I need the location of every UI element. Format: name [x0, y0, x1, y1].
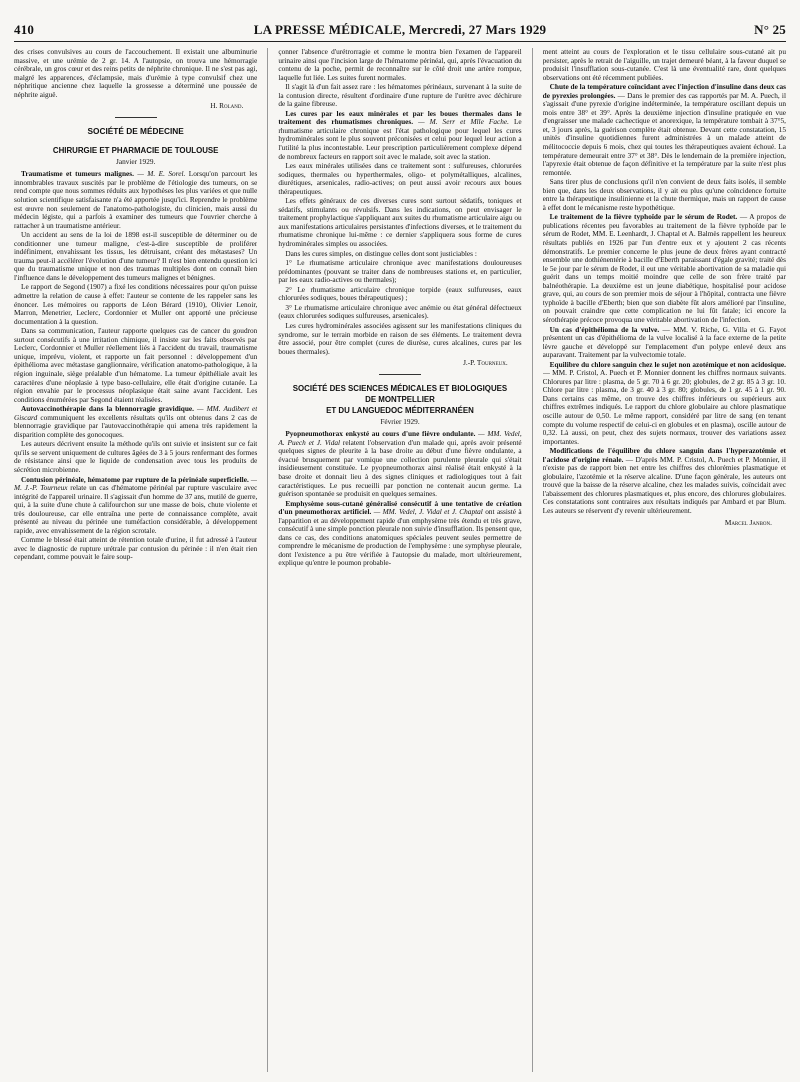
section-title: CHIRURGIE ET PHARMACIE DE TOULOUSE [52, 145, 219, 155]
paragraph: Il s'agit là d'un fait assez rare : les hématomes périnéaux, survenant à la suite de la contusion directe, résultent d'ordinaire d'une rupture de l'urètre avec déchirure de la gaine fibreuse. [278, 82, 522, 109]
paragraph: — A propos de publications récentes peu favorables au traitement de la fièvre typhoïde par le sérum de Rodet, MM. E. Leenhardt, J. Chaptal et A. Balmès rappellent les heureux résultats publiés en 1926 par l'un d'entre eux et y ajoutent 2 cas récents démonstratifs. Le premier concerne le plus jeune de deux frères ayant contracté ensemble une dothiénentérie à bacille d'Eberth paraissant d'égale gravité; traité dès le 5e jour par le sérum de Rodet, il eut une véritable abortivation de sa maladie qui guérit dans un temps moitié moindre que celle de son frère traité par balnéothérapie. La deuxième est un jeune diabétique, hospitalisé pour acidose grave, qui, au cours de son premier mois de séjour à l'hôpital, contracta une fièvre typhoïde à bacille d'Eberth; bien que son diabète fût alors amélioré par l'insuline, on pouvait craindre que cette complication ne lui fût fatale; ici encore la sérothérapie précoce provoqua une véritable abortivation de l'infection. [542, 212, 786, 324]
paragraph: Sans tirer plus de conclusions qu'il n'en convient de deux faits isolés, il semble bien que, dans les deux observations, il y ait eu plus qu'une coïncidence fortuite entre la thérapeutique insulinienne et la chute thermique, mais un rapport de cause à effet dont le mécanisme reste hypothétique. [542, 177, 786, 212]
article [14, 170, 257, 230]
article [14, 476, 257, 536]
article [278, 110, 521, 161]
article-author: — M. J.-P. Tourneux [14, 474, 258, 493]
section-title: ET DU LANGUEDOC MÉDITERRANÉEN [326, 405, 474, 415]
divider [379, 374, 421, 375]
section-title: SOCIÉTÉ DES SCIENCES MÉDICALES ET BIOLOGIQUES [292, 383, 508, 393]
paragraph: — D'après MM. P. Cristol, A. Puech et P. Monnier, il n'existe pas de rapport bien net entre les chiffres des chlorémies plasmatique et globulaire, l'azotémie et la réserve alcaline. D'une façon générale, les auteurs ont trouvé que la baisse de la réserve alcaline, chez les malades suivis, coïncidait avec l'abaissement des chlorures plasmatiques et, plus encore, des chlorures globulaires. Ces constatations sont contraires aux résultats indiqués par Ambard et par Blum. Les auteurs se réservent d'y revenir ultérieurement. [542, 454, 786, 515]
paragraph: Dans sa communication, l'auteur rapporte quelques cas de cancer du goudron surtout consécutifs à une irritation chimique, il insiste sur les faits observés par Leclerc, Cordonnier et Muller réellement liés à l'accident du travail, traumatisme unique, imprévu, violent, et rapporte un fait personnel : développement d'un épithélioma avec métastase ganglionnaire, vérification anatomo-pathologique, à la région inguinale, siège préalable d'un hématome. La tumeur épithéliale avait les caractères d'une néoplasie à type baso-cellulaire, elle était d'origine cutanée. La région envahie par le processus néoplasique était saine avant l'accident. Les conditions énumérées par Segond étaient réalisées. [14, 326, 258, 404]
paragraph: Les auteurs décrivent ensuite la méthode qu'ils ont suivie et insistent sur ce fait qu'ils se servent uniquement de cultures âgées de 3 à 5 jours renfermant des formes de résistance ainsi que le liquide de condensation avec tous les produits de sécrétion microbienne. [14, 439, 258, 474]
article-title: Chute de la température coïncidant avec l'injection d'insuline dans deux cas de pyrexies prolongées. [542, 82, 786, 100]
article [278, 430, 521, 498]
paragraph: ont assisté à l'apparition et au développement rapide d'un emphysème très étendu et très grave, consécutif à une simple ponction pleurale non suivie d'insufflation. Ils pensent que, dans ce cas, des conditions anatomiques spéciales peuvent seules permettre de comprendre le mécanisme de production de l'emphysème : une symphyse pleurale, dont l'existence a pu être vérifiée à l'autopsie du malade, mort ultérieurement, explique qu'entre le poumon probable- [278, 507, 522, 568]
divider [115, 117, 157, 118]
article-title: Emphysème sous-cutané généralisé consécutif à une tentative de création d'un pneumothorax artificiel. [278, 498, 522, 517]
article-author: — M. E. Sorel. [133, 169, 186, 179]
paragraph: communiquent les excellents résultats qu'ils ont obtenus dans 2 cas de blennorragie gravidique par l'autovaccinothérapie qui amena très rapidement la disparition complète des gonocoques. [14, 412, 258, 439]
signature: Marcel Janbon. [724, 517, 772, 527]
paragraph: relatent l'observation d'un malade qui, après avoir présenté quelques signes de pleurite à la base droite au début d'une fièvre ondulante, a évacué brusquement par vomique une collection purulente pleurale qui s'était insidieusement constituée. Le pyopneumothorax ainsi réalisé était enkysté à la base droite et donnait lieu à des signes cliniques et radiologiques tout à fait caractéristiques. Le pus recueilli par ponction ne contenait aucun germe. La guérison spontanée se produisit en quelques semaines. [278, 437, 522, 499]
column-2 [278, 48, 521, 1072]
paragraph: — Dans le premier des cas rapportés par M. A. Puech, il s'agissait d'une pyrexie d'origine indéterminée, la température oscillant depuis un mois entre 38° et 39°. Après la deuxième injection d'insuline pratiquée en vue d'engraisser une malade cachectique et anorexique, la température tombait à 37°5, et, 3 jours après, la guérison complète était obtenue. Devant cette constatation, 15 unités d'insuline quotidiennes furent administrées à un malade atteint de mélitococcie depuis 6 mois, chez qui toutes les thérapeutiques avaient échoué. La température demeurait entre 37° et 38°. Dès le lendemain de la première injection, l'apyrexie était obtenue de façon définitive et la température par la suite n'est plus remontée. [542, 90, 786, 177]
column-rule [267, 48, 268, 1072]
paragraph: 3° Le rhumatisme articulaire chronique avec anémie ou état général défectueux (eaux chlorurées sodiques sulfureuses, arsenicales). [278, 302, 522, 321]
paragraph: relate un cas d'hématome périnéal par rupture vasculaire avec intégrité de l'appareil urinaire. Il s'agissait d'un homme de 37 ans, mutilé de guerre, qui, à la suite d'une chute à califourchon sur une masse de bois, chute violente et très douloureuse, car elle entraîna une perte de connaissance complète, avait présenté au niveau du périnée une tuméfaction considérable, à développement rapide, avec envahissement de la région scrotale. [14, 483, 258, 535]
paragraph: Les effets généraux de ces diverses cures sont surtout sédatifs, toniques et sédatifs, stimulants ou révulsifs. Dans les indications, on peut envisager le traitement prophylactique s'appliquant aux suites du rhumatisme articulaire aigu ou aux manifestations articulaires persistantes d'infections diverses, et le traitement du rhumatisme chronique lui-même : ce dernier s'appliquera sous forme de cures hydrominérales simples ou associées. [278, 196, 522, 249]
section-date: Janvier 1929. [116, 156, 156, 166]
paragraph: Un accident au sens de la loi de 1898 est-il susceptible de déterminer ou de conditionner une tumeur maligne, c'est-à-dire susceptible de proliférer indéfiniment, envahissant les tissus, les détruisant, créant des métastases? Un trauma peut-il accélérer l'évolution d'une tumeur? Il n'est bien entendu question ici que du traumatisme unique et non des traumas multiples dont on connaît bien l'influence dans le développement des tumeurs malignes et bénignes. [14, 230, 258, 282]
column-3 [543, 48, 786, 1072]
paragraph: Les cures hydrominérales associées agissent sur les manifestations cliniques du syndrome, sur le terrain morbide en raison de ses éléments. Le traitement devra être associé, pour être complet (cures de diurèse, cures alcalines, cures par les boues thermales). [278, 320, 522, 356]
paragraph: Les eaux minérales utilisées dans ce traitement sont : sulfureuses, chlorurées sodiques, thermales ou hyperthermales, oligo- et polymétalliques, alcalines, diurétiques, arsenicales, radio-actives; on peut aussi avoir recours aux boues thérapeutiques. [278, 161, 522, 196]
section-title: DE MONTPELLIER [365, 394, 435, 404]
page-number: 410 [14, 22, 35, 37]
paragraph: Le rapport de Segond (1907) a fixé les conditions nécessaires pour qu'on puisse admettre la relation de cause à effet: l'auteur se contente de les rappeler sans les énoncer. Les mémoires ou rapports de Léon Bérard (1910), Olivier Lenoir, Marron, Menetrier, Leclerc, Cordonnier et Muller ont apporté une précieuse documentation à la question. [14, 282, 258, 326]
article-title: Traumatisme et tumeurs malignes. [21, 169, 134, 179]
article-title: Autovaccinothérapie dans la blennorragie gravidique. [21, 404, 194, 414]
article-author: — MM. Vedel, A. Puech et J. Vidal [278, 429, 522, 447]
paragraph: Comme le blessé était atteint de rétention totale d'urine, il fut adressé à l'auteur avec le diagnostic de rupture urétrale par contusion du périnée : il n'en était rien cependant, comme pouvait le faire soup- [14, 535, 258, 562]
signature: J.-P. Tourneux. [463, 358, 508, 368]
article-title: Equilibre du chlore sanguin chez le sujet non azotémique et non acidosique. [549, 359, 786, 369]
paragraph: — MM. P. Cristol, A. Puech et P. Monnier donnent les chiffres normaux suivants. Chlorures par litre : plasma, de 5 gr. 70 à 6 gr. 20; globules, de 2 gr. 85 à 3 gr. 10. Chlore par litre : plasma, de 3 gr. 40 à 3 gr. 80; globules, de 1 gr. 45 à 1 gr. 90. Dans certains cas même, on trouve des chiffres inférieurs ou supérieurs aux chiffres extrêmes indiqués. Le rapport du chlore globulaire au chlore plasmatique oscille autour de 0,50. Le même rapport, considéré par litre de sang (en tenant compte du volume respectif de celui-ci en globules et en plasma), oscille autour de 0,32. Là aussi, on peut, chez des sujets normaux, trouver des variations assez importantes. [542, 368, 786, 446]
article-title: Un cas d'épithélioma de la vulve. [549, 324, 660, 334]
article-title: Modifications de l'équilibre du chlore sanguin dans l'hyperazotémie et l'acidose d'origine rénale. [542, 446, 786, 464]
article-title: Pyopneumothorax enkysté au cours d'une fièvre ondulante. [285, 429, 476, 439]
paragraph: Lorsqu'on parcourt les innombrables travaux suscités par le problème de l'étiologie des tumeurs, on se rend compte que nous sommes réduits aux hypothèses les plus variées et que nulle solution scientifique satisfaisante n'a été apportée jusqu'ici. Reprendre le problème est œuvre non seulement de l'anatomo-pathologiste, du clinicien, mais aussi du médecin légiste, qui a parfois à examiner des tumeurs que l'ouvrier cherche à rattacher à un traumatisme antérieur. [14, 169, 258, 230]
article [543, 447, 786, 515]
article [543, 83, 786, 177]
article-author: — M. Serr et Mlle Fache. [413, 117, 509, 127]
article-title: Contusion périnéale, hématome par rupture de la périnéale superficielle. [21, 474, 249, 484]
header-rule [14, 41, 786, 42]
section-date: Février 1929. [380, 416, 420, 426]
paragraph: çonner l'absence d'urétrorragie et comme le montra bien l'examen de l'appareil urinaire ainsi que l'incision large de l'hématome périnéal, qui, après l'évacuation du contenu de la poche, permit de reconnaître sur le côté droit une artère rompue, laquelle fut liée. Les suites furent normales. [278, 48, 522, 82]
paragraph: Dans les cures simples, on distingue celles dont sont justiciables : [285, 248, 477, 258]
signature: H. Roland. [210, 101, 244, 111]
paragraph: Le rhumatisme articulaire chronique est l'état pathologique pour lequel les cures hydrominérales sont le plus souvent préconisées et celui pour lequel leur action a l'utilité la plus incontestable. Leur prescription particulièrement complexe dépend de nombreux facteurs en rapport soit avec le malade, soit avec la station. [278, 117, 522, 161]
paragraph: — MM. V. Riche, G. Villa et G. Fayot présentent un cas d'épithélioma de la vulve localisé à la face externe de la petite lèvre gauche et développé sur l'emplacement d'un polype enlevé deux ans auparavant. Traitement par la vulvectomie totale. [542, 324, 786, 360]
text-columns [14, 48, 786, 1072]
page-header [14, 18, 786, 38]
article [543, 326, 786, 360]
journal-title: LA PRESSE MÉDICALE, Mercredi, 27 Mars 1929 [253, 22, 547, 37]
article-author: — MM. Vedel, J. Vidal et J. Chaptal [371, 507, 483, 517]
paragraph: 1° Le rhumatisme articulaire chronique avec manifestations douloureuses prédominantes (pouvant se traiter dans de nombreuses stations et, en particulier, par les eaux radio-actives ou thermales); [278, 258, 522, 285]
paragraph: des crises convulsives au cours de l'accouchement. Il existait une albuminurie massive, et une urémie de 2 gr. 14. A l'autopsie, on trouva une hémorragie cérébrale, un gros cœur et des reins petits de néphrite chronique. Il ne s'est pas agi, malgré les apparences, d'éclampsie, mais d'urémie à type convulsif chez une néphritique ancienne chez laquelle la grossesse a déterminé une poussée de néphrite aiguë. [14, 48, 258, 99]
article [14, 405, 257, 439]
paragraph: ment atteint au cours de l'exploration et le tissu cellulaire sous-cutané ait pu persister, après le retrait de l'aiguille, un trajet demeuré béant, à la faveur duquel se produisit l'insufflation sous-cutanée. C'est là une éventualité rare, dont quelques observations ont été récemment publiées. [542, 48, 786, 82]
article-title: Le traitement de la fièvre typhoïde par le sérum de Rodet. [549, 212, 738, 222]
column-rule [532, 48, 533, 1072]
section-title: SOCIÉTÉ DE MÉDECINE [87, 125, 184, 136]
article [543, 213, 786, 324]
paragraph: 2° Le rhumatisme articulaire chronique torpide (eaux sulfureuses, eaux chlorurées sodiques, boues thérapeutiques) ; [278, 284, 522, 303]
article [543, 361, 786, 446]
article [278, 500, 521, 568]
article-title: Les cures par les eaux minérales et par les boues thermales dans le traitement des rhumatismes chroniques. [278, 108, 522, 127]
issue-number: N° 25 [754, 22, 786, 37]
column-1 [14, 48, 257, 1072]
article-author: — MM. Audibert et Giscard [14, 404, 258, 422]
